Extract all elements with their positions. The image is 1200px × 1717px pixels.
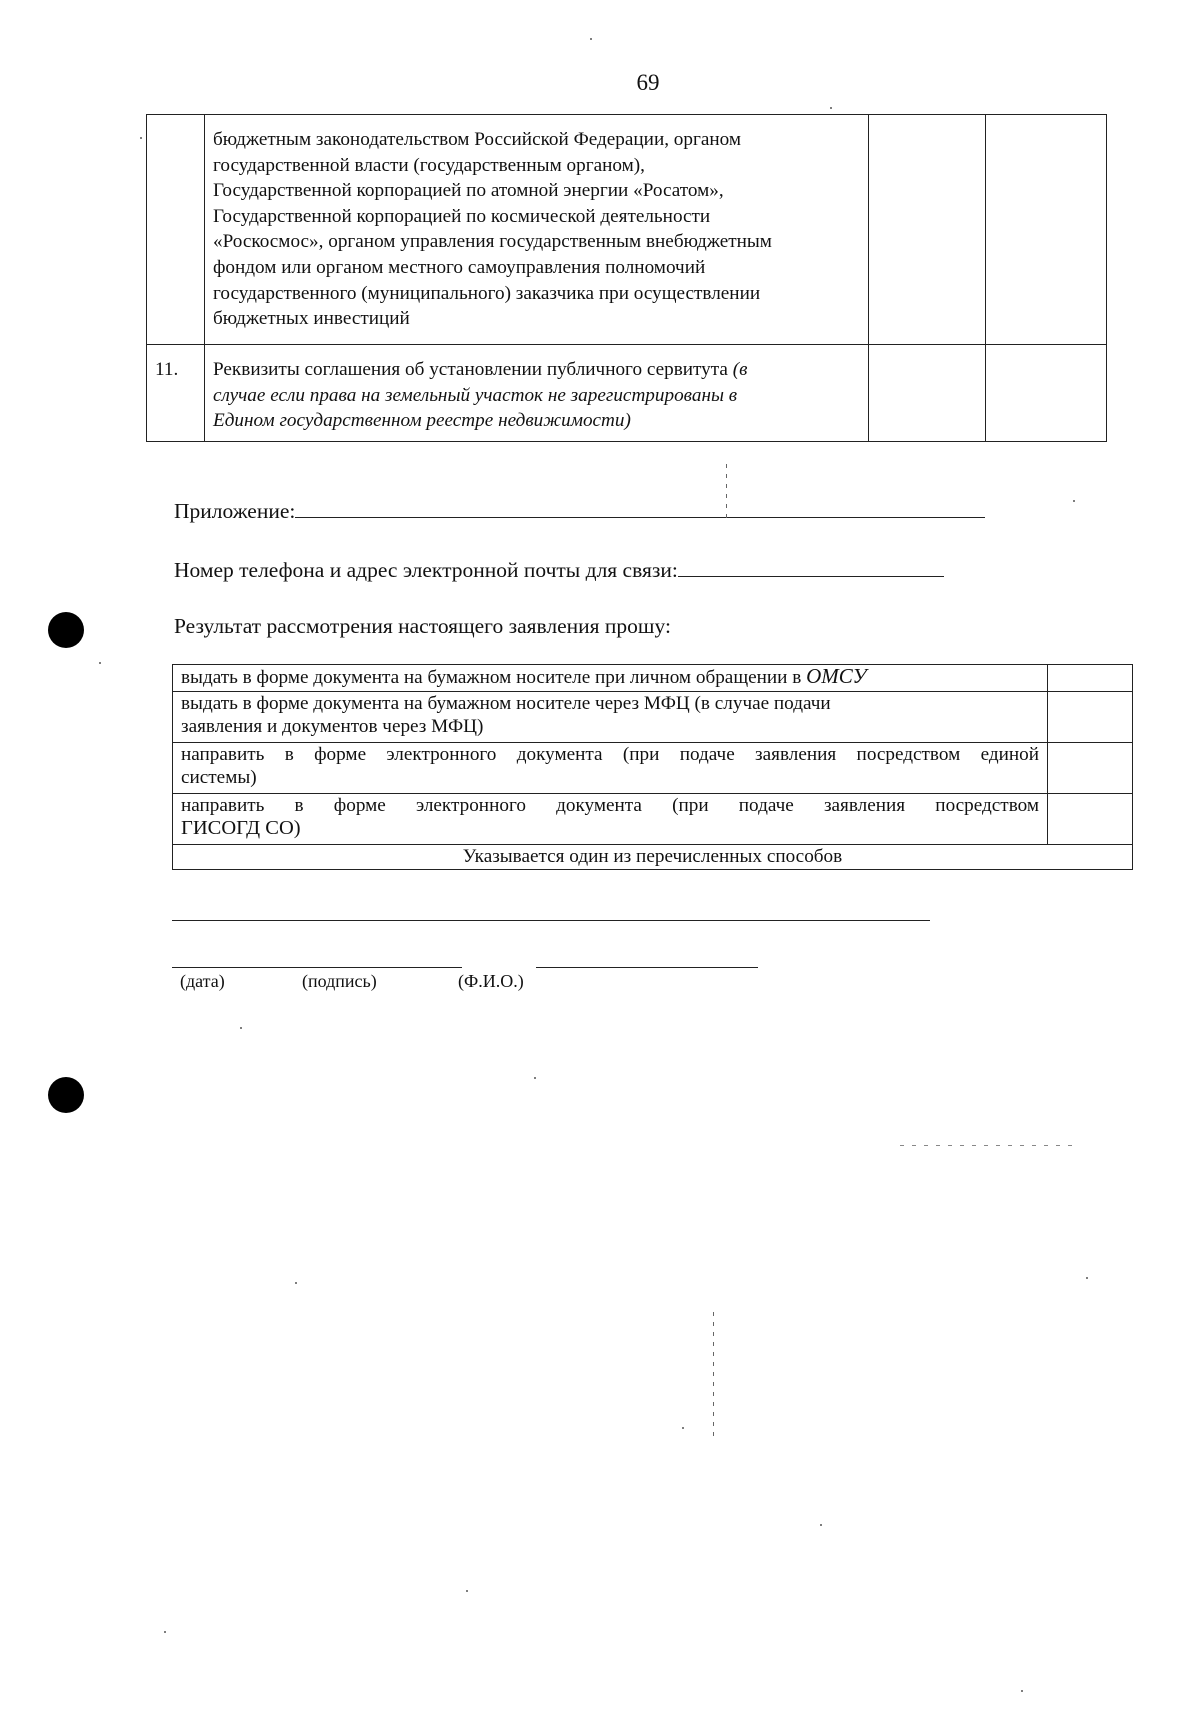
- scan-speck: [295, 1282, 297, 1284]
- option-text: выдать в форме документа на бумажном носителе через МФЦ (в случае подачи: [181, 693, 831, 714]
- description-line: государственного (муниципального) заказчика при осуществлении: [213, 282, 761, 304]
- option-text: направить в форме электронного документа (при подаче заявления посредством единой: [181, 744, 1039, 765]
- result-note: Указывается один из перечисленных способов: [173, 845, 1133, 870]
- scan-speck: [140, 137, 142, 139]
- description-line: государственной власти (государственным органом),: [213, 154, 645, 176]
- result-label: Результат рассмотрения настоящего заявления прошу:: [174, 614, 671, 638]
- description-line: «Роскосмос», органом управления государственным внебюджетным: [213, 231, 772, 253]
- row-description-cell: [205, 345, 869, 442]
- scan-speck: [830, 107, 832, 109]
- option-text: ГИСОГД СО): [181, 817, 301, 839]
- option-text-cell: [173, 665, 1048, 692]
- punch-hole-icon: [48, 1077, 84, 1113]
- table-row: [173, 665, 1133, 692]
- option-italic-text: ОМСУ: [806, 664, 867, 688]
- description-text: Реквизиты соглашения об установлении публичного сервитута: [213, 359, 733, 380]
- description-italic-text: (в: [732, 359, 748, 380]
- value-cell[interactable]: [869, 345, 986, 442]
- scan-artifact: [900, 1145, 1080, 1146]
- value-cell[interactable]: [985, 345, 1106, 442]
- attachment-field: [174, 498, 985, 524]
- name-label: (Ф.И.О.): [458, 971, 524, 991]
- contact-field: [174, 557, 944, 583]
- scan-speck: [466, 1590, 468, 1592]
- page-number: 69: [636, 70, 660, 95]
- option-text: заявления и документов через МФЦ): [181, 716, 484, 737]
- signature-line-left[interactable]: [172, 967, 462, 968]
- option-text-cell: [173, 692, 1048, 743]
- scan-speck: [1021, 1690, 1023, 1692]
- table-row: [173, 692, 1133, 743]
- attachment-input-line[interactable]: [295, 498, 985, 518]
- table-row: [173, 794, 1133, 845]
- sign-label: (подпись): [302, 971, 377, 991]
- table-row: [147, 345, 1107, 442]
- requisites-table: [146, 114, 1107, 442]
- description-line: фондом или органом местного самоуправления полномочий: [213, 256, 706, 278]
- scan-speck: [164, 1631, 166, 1633]
- description-line: случае если права на земельный участок не зарегистрированы в: [213, 384, 738, 406]
- date-label: (дата): [180, 971, 225, 991]
- row-number-cell: [147, 115, 205, 345]
- scan-artifact: [726, 464, 727, 524]
- signature-line-right[interactable]: [536, 967, 758, 968]
- table-row: [173, 743, 1133, 794]
- option-text: направить в форме электронного документа (при подаче заявления посредством: [181, 795, 1039, 816]
- scan-speck: [1073, 500, 1075, 502]
- scan-speck: [820, 1524, 822, 1526]
- option-text-cell: [173, 743, 1048, 794]
- value-cell[interactable]: [869, 115, 986, 345]
- option-text: выдать в форме документа на бумажном носителе при личном обращении в: [181, 667, 807, 688]
- table-row: [147, 115, 1107, 345]
- signature-top-line[interactable]: [172, 920, 930, 921]
- scan-speck: [682, 1427, 684, 1429]
- description-line: [213, 357, 860, 383]
- description-line: Государственной корпорацией по космической деятельности: [213, 205, 711, 227]
- row-number-cell: 11.: [147, 345, 205, 442]
- option-checkbox-cell[interactable]: [1048, 743, 1133, 794]
- scan-speck: [99, 662, 101, 664]
- attachment-label: Приложение:: [174, 499, 296, 523]
- option-checkbox-cell[interactable]: [1048, 665, 1133, 692]
- description-line: Государственной корпорацией по атомной энергии «Росатом»,: [213, 180, 724, 202]
- option-text-cell: [173, 794, 1048, 845]
- scan-speck: [590, 38, 592, 40]
- contact-input-line[interactable]: [678, 557, 944, 577]
- row-description-cell: [205, 115, 869, 345]
- scan-speck: [534, 1077, 536, 1079]
- result-method-table: [172, 664, 1133, 870]
- table-row: [173, 845, 1133, 870]
- description-line: бюджетных инвестиций: [213, 308, 410, 330]
- value-cell[interactable]: [985, 115, 1106, 345]
- description-line: Едином государственном реестре недвижимости): [213, 410, 631, 432]
- scan-speck: [1086, 1277, 1088, 1279]
- scan-speck: [240, 1027, 242, 1029]
- contact-label: Номер телефона и адрес электронной почты для связи:: [174, 558, 678, 582]
- option-text: системы): [181, 767, 257, 788]
- scan-artifact: [713, 1312, 714, 1442]
- description-line: бюджетным законодательством Российской Федерации, органом: [213, 129, 742, 150]
- option-checkbox-cell[interactable]: [1048, 692, 1133, 743]
- punch-hole-icon: [48, 612, 84, 648]
- option-checkbox-cell[interactable]: [1048, 794, 1133, 845]
